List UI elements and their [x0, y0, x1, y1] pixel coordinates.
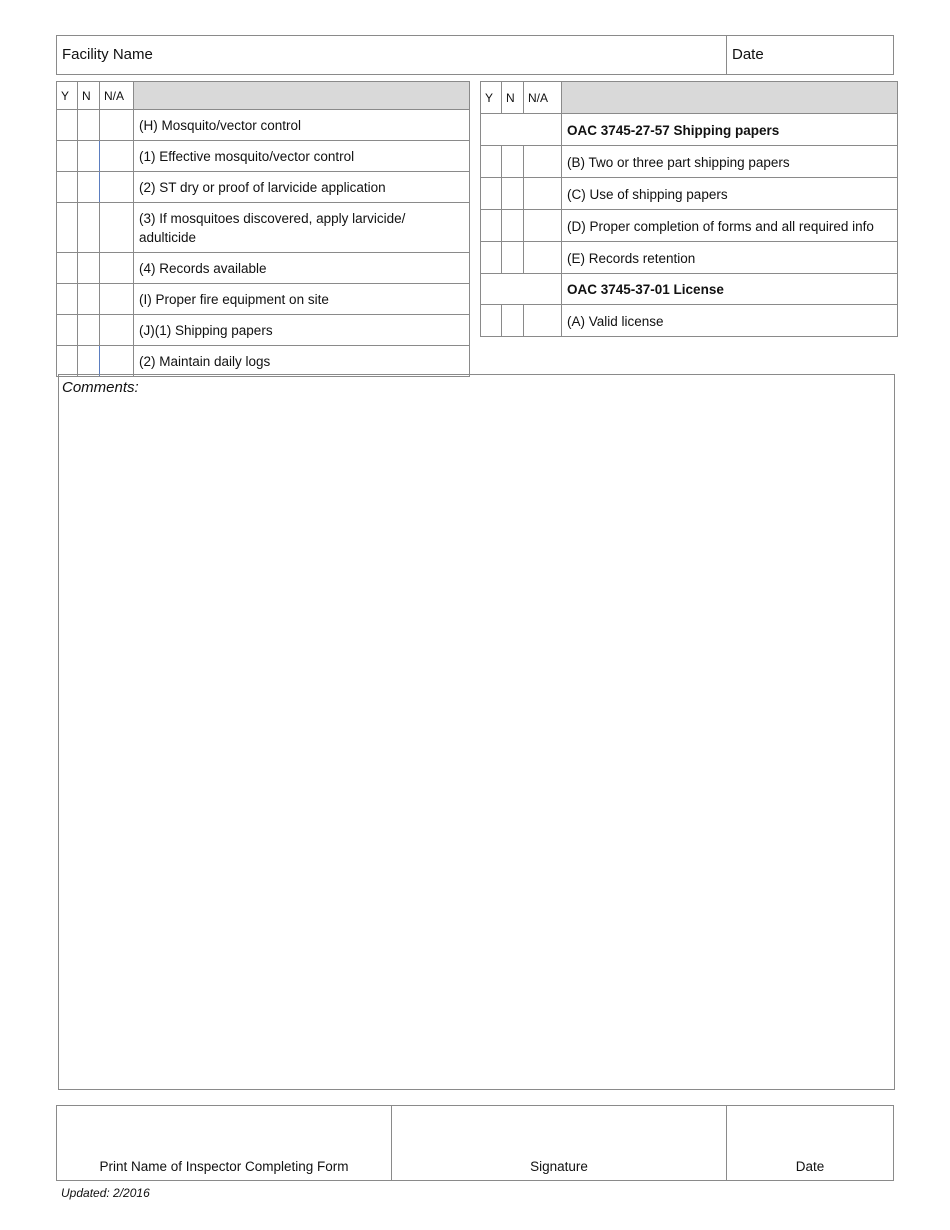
table-row	[57, 346, 470, 377]
facility-name-field[interactable]	[57, 36, 727, 74]
na-checkbox[interactable]	[100, 284, 134, 315]
table-row	[481, 178, 898, 210]
no-checkbox[interactable]	[78, 141, 100, 172]
col-yes-header: Y	[57, 82, 78, 110]
header-date-field[interactable]	[727, 36, 893, 74]
table-row	[57, 203, 470, 253]
section-heading-shipping-papers: OAC 3745-27-57 Shipping papers	[562, 114, 898, 146]
yes-checkbox[interactable]	[57, 346, 78, 377]
col-yes-header: Y	[481, 82, 502, 114]
col-na-header: N/A	[100, 82, 134, 110]
no-checkbox[interactable]	[502, 178, 524, 210]
yes-checkbox[interactable]	[57, 315, 78, 346]
na-checkbox[interactable]	[100, 172, 134, 203]
na-checkbox[interactable]	[524, 146, 562, 178]
table-row	[481, 146, 898, 178]
updated-note: Updated: 2/2016	[61, 1186, 150, 1200]
checklist-item-label: (I) Proper fire equipment on site	[134, 284, 470, 315]
checklist-item-label: (C) Use of shipping papers	[562, 178, 898, 210]
section-heading-license: OAC 3745-37-01 License	[562, 274, 898, 305]
table-row	[57, 284, 470, 315]
inspector-name-label: Print Name of Inspector Completing Form	[99, 1159, 349, 1174]
table-row	[57, 253, 470, 284]
col-item-header	[134, 82, 470, 110]
yes-checkbox[interactable]	[57, 110, 78, 141]
no-checkbox[interactable]	[78, 172, 100, 203]
yes-checkbox[interactable]	[481, 146, 502, 178]
facility-header	[56, 35, 894, 75]
left-checklist-table	[56, 81, 470, 377]
checklist-item-label: (E) Records retention	[562, 242, 898, 274]
table-header-row	[57, 82, 470, 110]
checklist-item-label: (3) If mosquitoes discovered, apply larvicide/ adulticide	[134, 203, 470, 253]
checklist-item-label: (2) ST dry or proof of larvicide application	[134, 172, 470, 203]
yes-checkbox[interactable]	[481, 242, 502, 274]
na-checkbox[interactable]	[100, 253, 134, 284]
signature-block	[56, 1105, 894, 1181]
checklist-item-label: (2) Maintain daily logs	[134, 346, 470, 377]
col-no-header: N	[502, 82, 524, 114]
yes-checkbox[interactable]	[481, 305, 502, 337]
table-row	[57, 110, 470, 141]
na-checkbox[interactable]	[100, 346, 134, 377]
checklist-item-label: (H) Mosquito/vector control	[134, 110, 470, 141]
col-item-header	[562, 82, 898, 114]
signature-field[interactable]	[392, 1106, 727, 1180]
no-checkbox[interactable]	[78, 315, 100, 346]
no-checkbox[interactable]	[78, 110, 100, 141]
na-checkbox[interactable]	[100, 315, 134, 346]
yes-checkbox[interactable]	[57, 253, 78, 284]
no-checkbox[interactable]	[502, 210, 524, 242]
table-row	[481, 305, 898, 337]
no-checkbox[interactable]	[502, 305, 524, 337]
header-date-label: Date	[732, 46, 764, 63]
na-checkbox[interactable]	[524, 242, 562, 274]
checklist-item-label: (A) Valid license	[562, 305, 898, 337]
table-row	[57, 141, 470, 172]
no-checkbox[interactable]	[502, 242, 524, 274]
checklist-item-label: (1) Effective mosquito/vector control	[134, 141, 470, 172]
na-checkbox[interactable]	[524, 305, 562, 337]
right-checklist-table	[480, 81, 898, 337]
table-row	[481, 242, 898, 274]
facility-name-label: Facility Name	[62, 46, 153, 63]
na-checkbox[interactable]	[100, 141, 134, 172]
no-checkbox[interactable]	[502, 146, 524, 178]
yes-checkbox[interactable]	[57, 172, 78, 203]
no-checkbox[interactable]	[78, 346, 100, 377]
table-header-row	[481, 82, 898, 114]
yes-checkbox[interactable]	[57, 141, 78, 172]
signature-date-label: Date	[795, 1159, 825, 1174]
na-checkbox[interactable]	[524, 210, 562, 242]
na-checkbox[interactable]	[100, 110, 134, 141]
section-heading-row	[481, 114, 898, 146]
yes-checkbox[interactable]	[481, 210, 502, 242]
table-row	[57, 315, 470, 346]
no-checkbox[interactable]	[78, 203, 100, 253]
yes-checkbox[interactable]	[57, 284, 78, 315]
na-checkbox[interactable]	[100, 203, 134, 253]
na-checkbox[interactable]	[524, 178, 562, 210]
comments-label: Comments:	[62, 379, 139, 396]
no-checkbox[interactable]	[78, 253, 100, 284]
no-checkbox[interactable]	[78, 284, 100, 315]
table-row	[481, 210, 898, 242]
yes-checkbox[interactable]	[481, 178, 502, 210]
signature-date-field[interactable]	[727, 1106, 893, 1180]
checklist-item-label: (J)(1) Shipping papers	[134, 315, 470, 346]
comments-box[interactable]	[58, 374, 895, 1090]
checklist-item-label: (D) Proper completion of forms and all required info	[562, 210, 898, 242]
section-heading-blank	[481, 114, 562, 146]
yes-checkbox[interactable]	[57, 203, 78, 253]
table-row	[57, 172, 470, 203]
checklist-item-label: (B) Two or three part shipping papers	[562, 146, 898, 178]
signature-label: Signature	[530, 1159, 588, 1174]
section-heading-row	[481, 274, 898, 305]
inspector-name-field[interactable]	[57, 1106, 392, 1180]
checklist-item-label: (4) Records available	[134, 253, 470, 284]
section-heading-blank	[481, 274, 562, 305]
col-no-header: N	[78, 82, 100, 110]
col-na-header: N/A	[524, 82, 562, 114]
